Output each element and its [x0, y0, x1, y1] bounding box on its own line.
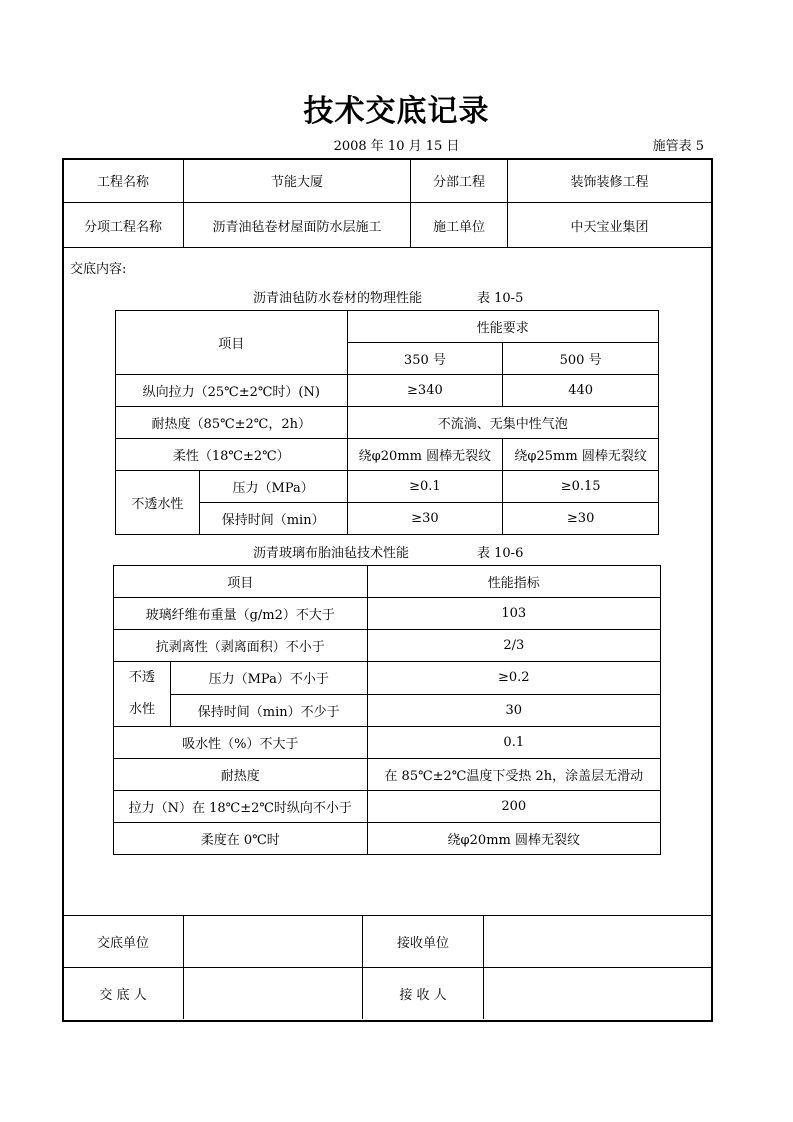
subproject-value[interactable]: 沥青油毡卷材屋面防水层施工 — [212, 219, 382, 235]
t1-value-500: 440 — [503, 375, 659, 407]
table-row — [116, 471, 659, 503]
table-row — [114, 630, 661, 662]
t1-value-500: ≥30 — [503, 503, 659, 535]
t1-header-350: 350 号 — [347, 343, 503, 375]
t2-item: 压力（MPa）不小于 — [170, 662, 367, 695]
t2-header-item: 项目 — [114, 566, 368, 598]
t2-item: 玻璃纤维布重量（g/m2）不大于 — [114, 598, 368, 630]
t1-item: 耐热度（85℃±2℃，2h） — [116, 407, 348, 439]
table-row — [114, 694, 661, 727]
t2-value: 0.1 — [367, 727, 660, 759]
t2-value: 200 — [367, 791, 660, 823]
t1-item: 压力（MPa） — [199, 471, 347, 503]
t1-value-merged: 不流淌、无集中性气泡 — [347, 407, 658, 439]
t1-item: 纵向拉力（25℃±2℃时）(N) — [116, 375, 348, 407]
content-label: 交底内容: — [70, 262, 127, 277]
receiver-unit-field[interactable] — [484, 916, 711, 967]
table-row — [116, 375, 659, 407]
t2-item: 拉力（N）在 18℃±2℃时纵向不小于 — [114, 791, 368, 823]
t1-value-350: ≥340 — [347, 375, 503, 407]
table2-number: 表 10-6 — [477, 546, 524, 561]
project-name-value[interactable]: 节能大厦 — [270, 174, 323, 190]
contractor-value[interactable]: 中天宝业集团 — [570, 219, 649, 235]
t1-value-500: ≥0.15 — [503, 471, 659, 503]
issuer-unit-label: 交底单位 — [96, 936, 149, 951]
division-value[interactable]: 装饰装修工程 — [570, 174, 649, 190]
subproject-label: 分项工程名称 — [83, 219, 162, 235]
table2-caption: 沥青玻璃布胎油毡技术性能 — [253, 546, 410, 561]
t1-value-350: ≥30 — [347, 503, 503, 535]
receiver-person-label: 接 收 人 — [399, 988, 447, 1003]
table1-number: 表 10-5 — [477, 291, 524, 306]
issuer-person-field[interactable] — [184, 968, 362, 1019]
t2-group-line1: 不透 — [128, 670, 155, 685]
t1-header-item: 项目 — [116, 311, 348, 375]
table-row — [114, 662, 661, 695]
table-row — [114, 823, 661, 855]
glass-cloth-felt-properties-table — [113, 565, 661, 855]
t2-header-index: 性能指标 — [367, 566, 660, 598]
t2-item: 吸水性（%）不大于 — [114, 727, 368, 759]
table-row — [114, 727, 661, 759]
t2-value: 103 — [367, 598, 660, 630]
issuer-person-label: 交 底 人 — [99, 988, 147, 1003]
table-row — [114, 598, 661, 630]
division-label: 分部工程 — [432, 174, 485, 190]
t1-item: 保持时间（min） — [199, 503, 347, 535]
issuer-unit-field[interactable] — [184, 916, 362, 967]
document-title: 技术交底记录 — [303, 94, 490, 129]
t2-value: ≥0.2 — [367, 662, 660, 695]
table-row — [116, 407, 659, 439]
t2-item: 柔度在 0℃时 — [114, 823, 368, 855]
t1-item: 柔性（18℃±2℃） — [116, 439, 348, 471]
receiver-person-field[interactable] — [484, 968, 711, 1019]
t2-value: 30 — [367, 694, 660, 727]
project-name-label: 工程名称 — [96, 174, 149, 190]
t2-item: 耐热度 — [114, 759, 368, 791]
table-row — [114, 759, 661, 791]
document-date: 2008 年 10 月 15 日 — [333, 139, 460, 154]
t1-header-perf: 性能要求 — [347, 311, 658, 343]
form-number: 施管表 5 — [652, 139, 704, 154]
t1-value-350: ≥0.1 — [347, 471, 503, 503]
t2-value: 绕φ20mm 圆棒无裂纹 — [367, 823, 660, 855]
t1-value-350: 绕φ20mm 圆棒无裂纹 — [347, 439, 503, 471]
t2-item: 保持时间（min）不少于 — [170, 694, 367, 727]
t2-group-impermeability — [114, 662, 171, 727]
t1-value-500: 绕φ25mm 圆棒无裂纹 — [503, 439, 659, 471]
t2-value: 2/3 — [367, 630, 660, 662]
table-row — [114, 791, 661, 823]
t1-group-impermeability: 不透水性 — [116, 471, 200, 535]
contractor-label: 施工单位 — [432, 219, 485, 235]
receiver-unit-label: 接收单位 — [396, 936, 449, 951]
asphalt-felt-properties-table — [115, 310, 659, 535]
divider — [62, 247, 713, 248]
t2-item: 抗剥离性（剥离面积）不小于 — [114, 630, 368, 662]
table-row — [116, 439, 659, 471]
t2-group-line2: 水性 — [128, 702, 155, 717]
t2-value: 在 85℃±2℃温度下受热 2h，涂盖层无滑动 — [367, 759, 660, 791]
t1-header-500: 500 号 — [503, 343, 659, 375]
table1-caption: 沥青油毡防水卷材的物理性能 — [253, 291, 423, 306]
